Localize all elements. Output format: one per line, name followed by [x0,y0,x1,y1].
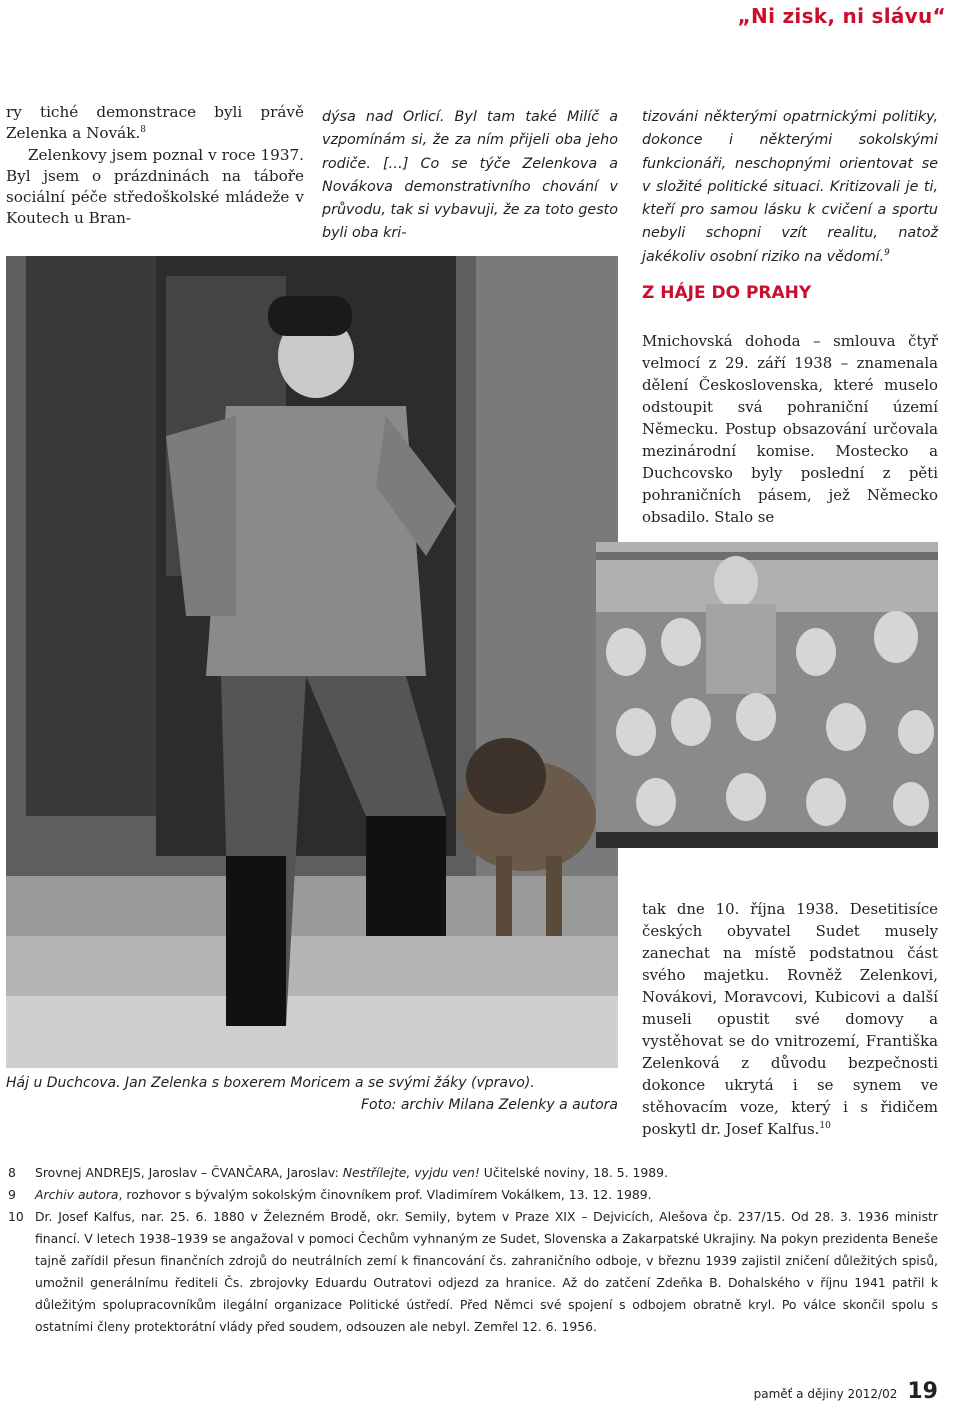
footnote-ref-9: 9 [884,248,890,259]
photo-pupils-group [596,542,938,848]
footnote-10 [8,1206,938,1338]
photo-caption [6,1072,618,1116]
footnote-8 [8,1162,938,1184]
quote-column-3: tizováni některými opatrnickými politiky, dokonce i některými sokolskými funkcionáři, neschopnými orientovat se v složité politické situaci. Kritizovali je ti, kteří pro samou lásku k cvičení a sportu nebyli schopni vzít realitu, natož jakékoliv osobní riziko na vědomí.$^9$ [642,109,938,265]
page-footer [754,1379,938,1404]
body-column-3-top [642,330,938,528]
body-paragraph: tak dne 10. října 1938. Desetitisíce českých obyvatel Sudet musely zanechat na místě podstatnou část svého majetku. Rovněž Zelenkovi, Novákovi, Moravcovi, Kubicovi a další museli opustit své domovy a vystěhovat se do vnitrozemí, Františka Zelenková z důvodu bezpečnosti dokonce ukrytá i se synem ve stěhovacím voze, který i s řidičem poskytl dr. Josef Kalfus.$^{10}$ [642,900,938,1138]
footnote-9 [8,1184,938,1206]
footnote-text: Srovnej ANDREJS, Jaroslav – ČVANČARA, Jaroslav: Nestřílejte, vyjdu ven! Učitelské noviny, 18. 5. 1989. [35,1165,668,1180]
footnotes [8,1162,938,1338]
body-paragraph: Zelenkovy jsem poznal v roce 1937. Byl jsem o prázdninách na táboře sociální péče středoškolské mládeže v Koutech u Bran- [6,145,304,228]
page-number: 19 [907,1379,938,1404]
section-heading: Z HÁJE DO PRAHY [642,283,812,303]
photo-illustration [596,542,938,848]
journal-name: paměť a dějiny 2012/02 [753,1387,898,1401]
body-paragraph: Mnichovská dohoda – smlouva čtyř velmocí z 29. září 1938 – znamenala dělení Československa, které muselo odstoupit svá pohraniční území Německu. Postup obsazování určovala mezinárodní komise. Mostecko a Duchcovsko byly poslední z pěti pohraničních pásem, jež Německo obsadilo. Stalo se [642,332,938,526]
footnote-number: 10 [8,1209,24,1224]
footnote-ref-10: 10 [819,1121,831,1132]
caption-text: Háj u Duchcova. Jan Zelenka s boxerem Moricem a se svými žáky (vpravo). [6,1075,535,1091]
photo-illustration [6,256,618,1068]
caption-credit: Foto: archiv Milana Zelenky a autora [360,1097,618,1113]
photo-teacher-with-boxer [6,256,618,1068]
body-paragraph: ry tiché demonstrace byli právě Zelenka a Novák.$^8$ [6,103,304,143]
body-column-1 [6,102,304,230]
footnote-text: Archiv autora, rozhovor s bývalým sokolským činovníkem prof. Vladimírem Vokálkem, 13. 12. 1989. [35,1187,652,1202]
footnote-number: 8 [8,1165,16,1180]
footnote-number: 9 [8,1187,16,1202]
footnote-text: Dr. Josef Kalfus, nar. 25. 6. 1880 v Železném Brodě, okr. Semily, bytem v Praze XIX – Dejvicích, Alešova čp. 237/15. Od 28. 3. 1936 ministr financí. V letech 1938–1939 se angažoval v pomoci Čechům vyhnaným ze Sudet, Slovenska a Zakarpatské Ukrajiny. Na pokyn prezidenta Beneše tajně zařídil přesun finančních zdrojů do neutrálních zemí k financování čs. zahraničního odboje, v březnu 1939 zajistil zničení důležitých spisů, umožnil generálnímu řediteli Čs. zbrojovky Eduardu Outratovi odjezd za hranice. Až do zatčení Zdeňka B. Dohalského v říjnu 1941 patřil k důležitým spolupracovníkům ilegální organizace Politické ústředí. Před Němci své spojení s odbojem obratně kryl. Po válce skončil spolu s ostatními členy protektorátní vlády před soudem, odsouzen ale nebyl. Zemřel 12. 6. 1956. [35,1209,938,1334]
footnote-ref-8: 8 [140,125,146,136]
body-column-3-bottom [642,898,938,1140]
quote-column-2: dýsa nad Orlicí. Byl tam také Milíč a vzpomínám si, že za ním přijeli oba jeho rodiče. […] Co se týče Zelenkova a Novákova demonstrativního chování v průvodu, tak si vybavuji, že za toto gesto byli oba kri- [322,109,618,242]
running-header-title: „Ni zisk, ni slávu“ [737,4,946,28]
